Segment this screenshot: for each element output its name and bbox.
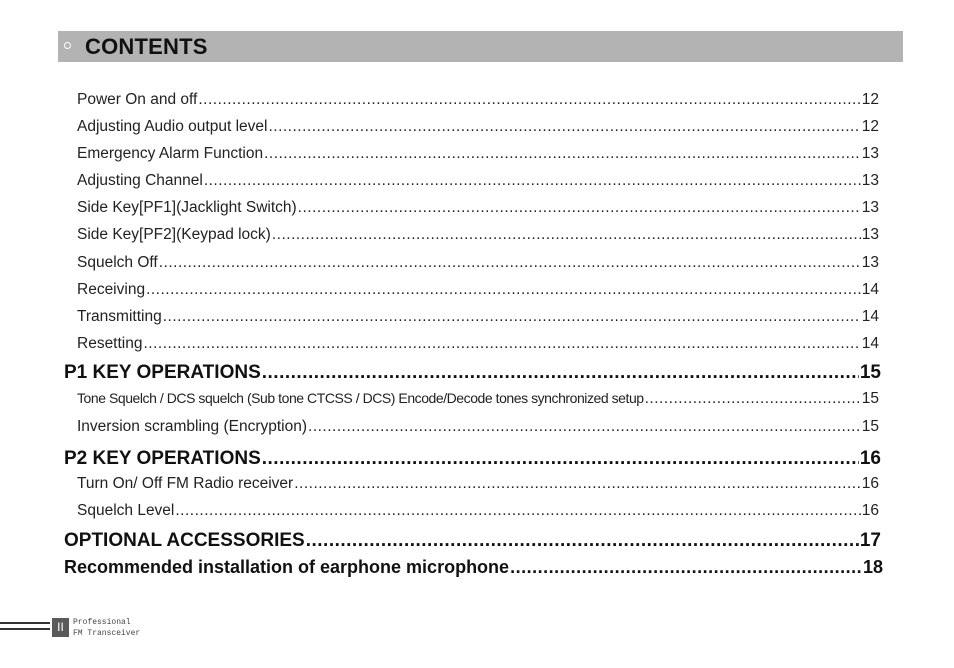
toc-section-optional-accessories[interactable]	[64, 530, 881, 552]
toc-entry-label: Squelch Off	[77, 254, 158, 271]
toc-section-label: P1 KEY OPERATIONS	[64, 362, 261, 383]
page-title: CONTENTS	[85, 34, 208, 59]
dot-leader	[306, 530, 859, 552]
toc-entry-label: Power On and off	[77, 91, 198, 108]
dot-leader	[510, 557, 862, 578]
toc-entry-label: Side Key[PF2](Keypad lock)	[77, 226, 271, 243]
toc-entry-squelch-level[interactable]	[77, 502, 879, 520]
toc-entry-page: 15	[861, 390, 879, 407]
toc-entry-label: Receiving	[77, 281, 146, 298]
toc-entry-label: Adjusting Audio output level	[77, 118, 268, 135]
footer-brand	[73, 617, 140, 639]
toc-entry-page: 13	[861, 172, 879, 189]
toc-entry-page: 12	[861, 118, 879, 135]
footer-rule-lines	[0, 620, 50, 634]
toc-entry-page: 13	[861, 199, 879, 216]
toc-entry-side-key-pf1[interactable]	[77, 199, 879, 217]
dot-leader	[143, 335, 860, 353]
toc-section-recommended-installation[interactable]	[64, 557, 883, 578]
toc-entry-fm-radio[interactable]	[77, 475, 879, 493]
toc-entry-label: Turn On/ Off FM Radio receiver	[77, 475, 294, 492]
footer-rule	[0, 622, 50, 624]
toc-section-page: 16	[859, 448, 881, 469]
toc-entry-tone-squelch[interactable]	[77, 390, 879, 408]
toc-entry-page: 13	[861, 145, 879, 162]
dot-leader	[204, 172, 861, 190]
dot-leader	[294, 475, 861, 493]
bullet-circle-icon	[64, 42, 71, 49]
footer-brand-line: FM Transceiver	[73, 629, 141, 638]
dot-leader	[645, 390, 861, 408]
dot-leader	[262, 362, 859, 384]
page-number-badge: II	[52, 618, 69, 637]
toc-entry-label: Inversion scrambling (Encryption)	[77, 418, 308, 435]
dot-leader	[308, 418, 861, 436]
toc-entry-emergency-alarm[interactable]	[77, 145, 879, 163]
dot-leader	[264, 145, 861, 163]
toc-section-p2[interactable]	[64, 448, 881, 470]
toc-entry-label: Transmitting	[77, 308, 162, 325]
toc-entry-resetting[interactable]	[77, 335, 879, 353]
toc-entry-label: Side Key[PF1](Jacklight Switch)	[77, 199, 297, 216]
dot-leader	[268, 118, 860, 136]
toc-section-label: OPTIONAL ACCESSORIES	[64, 530, 305, 551]
toc-section-label: P2 KEY OPERATIONS	[64, 448, 261, 469]
toc-entry-page: 13	[861, 254, 879, 271]
toc-entry-page: 16	[861, 502, 879, 519]
toc-entry-squelch-off[interactable]	[77, 254, 879, 272]
footer-brand-line: Professional	[73, 618, 131, 627]
dot-leader	[163, 308, 861, 326]
toc-entry-side-key-pf2[interactable]	[77, 226, 879, 244]
toc-entry-page: 15	[861, 418, 879, 435]
toc-entry-transmitting[interactable]	[77, 308, 879, 326]
toc-entry-page: 12	[861, 91, 879, 108]
dot-leader	[272, 226, 861, 244]
toc-entry-label: Squelch Level	[77, 502, 175, 519]
toc-entry-page: 14	[861, 335, 879, 352]
toc-entry-inversion-scrambling[interactable]	[77, 418, 879, 436]
toc-entry-page: 16	[861, 475, 879, 492]
toc-entry-label: Adjusting Channel	[77, 172, 203, 189]
toc-entry-page: 14	[861, 308, 879, 325]
toc-entry-page: 13	[861, 226, 879, 243]
toc-entry-receiving[interactable]	[77, 281, 879, 299]
toc-entry-page: 14	[861, 281, 879, 298]
toc-section-page: 15	[859, 362, 881, 383]
dot-leader	[146, 281, 861, 299]
dot-leader	[298, 199, 861, 217]
dot-leader	[198, 91, 860, 109]
toc-section-page: 17	[859, 530, 881, 551]
toc-entry-audio-output[interactable]	[77, 118, 879, 136]
dot-leader	[159, 254, 861, 272]
dot-leader	[175, 502, 860, 520]
toc-entry-label: Emergency Alarm Function	[77, 145, 264, 162]
toc-entry-adjusting-channel[interactable]	[77, 172, 879, 190]
contents-header-bar	[58, 31, 903, 62]
toc-section-label: Recommended installation of earphone microphone	[64, 557, 510, 577]
toc-section-p1[interactable]	[64, 362, 881, 384]
toc-entry-label: Resetting	[77, 335, 143, 352]
toc-entry-label: Tone Squelch / DCS squelch (Sub tone CTCSS / DCS) Encode/Decode tones synchronized setup	[77, 390, 644, 406]
toc-section-page: 18	[862, 557, 883, 577]
footer-rule	[0, 628, 50, 630]
toc-entry-power-on[interactable]	[77, 91, 879, 109]
dot-leader	[262, 448, 859, 470]
